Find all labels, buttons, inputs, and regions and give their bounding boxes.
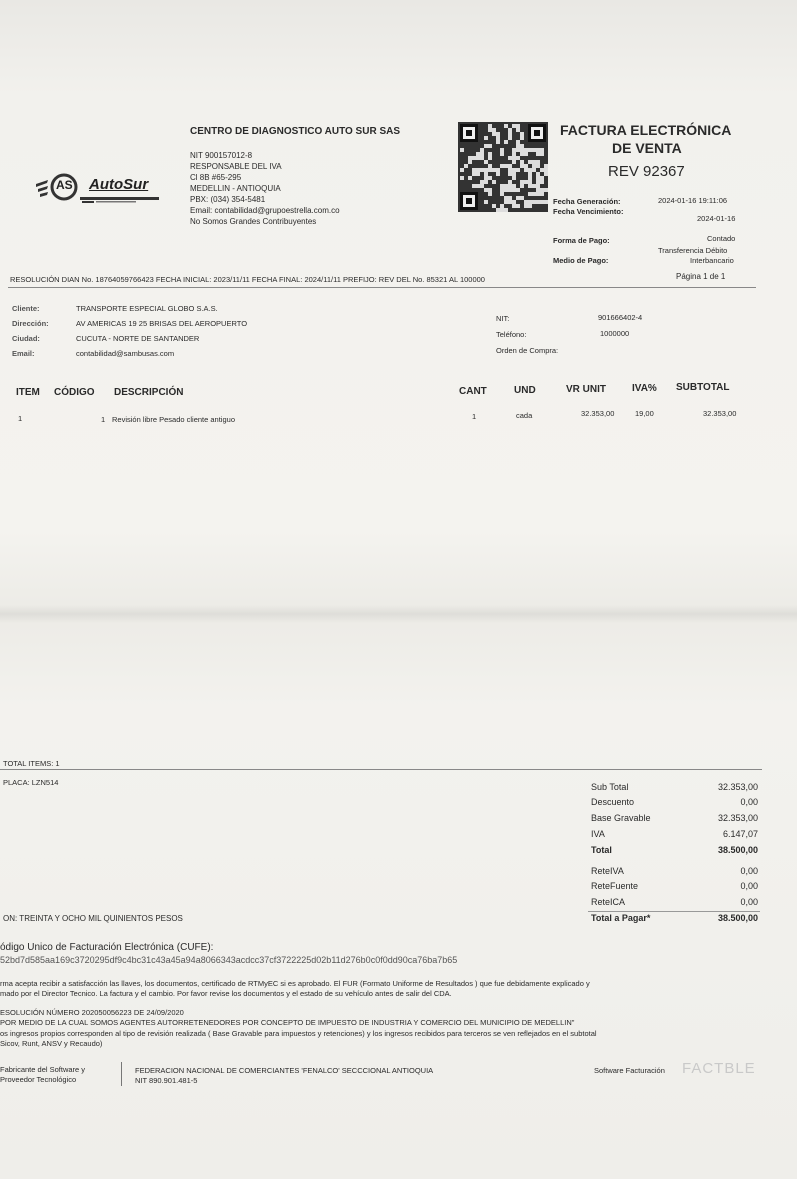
software-label: Software Facturación [594,1066,665,1075]
medio-pago-2: Interbancario [690,256,734,265]
invoice-title-1: FACTURA ELECTRÓNICA [560,122,732,138]
telefono-label: Teléfono: [496,330,527,339]
page-number: Página 1 de 1 [676,272,726,281]
qr-module [460,168,464,172]
qr-module [468,176,472,180]
orden-compra-label: Orden de Compra: [496,346,559,355]
medio-pago-1: Transferencia Débito [658,246,728,255]
totals-value: 0,00 [740,881,758,891]
qr-module [516,188,520,192]
row-item: 1 [18,414,23,423]
qr-module [512,160,516,164]
qr-module [540,152,544,156]
qr-module [484,136,488,140]
row-iva: 19,00 [635,409,654,418]
credits-divider [121,1062,122,1086]
qr-module [544,172,548,176]
totals-label: Base Gravable [591,813,651,823]
totals-label: Descuento [591,797,635,807]
totals-label: ReteIVA [591,866,624,876]
totals-label: Total [591,845,612,855]
qr-module [528,204,532,208]
footer-divider [0,769,762,770]
qr-module [484,200,488,204]
logo-text: AutoSur [89,176,149,193]
medio-pago-label: Medio de Pago: [553,256,609,265]
qr-module [524,152,528,156]
nit-value: 901666402-4 [598,313,643,322]
totals-label: Total a Pagar* [591,913,651,923]
company-email: Email: contabilidad@grupoestrella.com.co [190,206,340,215]
fecha-vencimiento: 2024-01-16 [697,214,736,223]
qr-module [520,136,524,140]
qr-module [496,140,500,144]
qr-module [544,200,548,204]
legal-line-2: mado por el Director Tecnico. La factura y el cambio. Por favor revise los documentos y el estado de su vehículo antes de salir del CDA. [0,989,452,998]
header-subtotal: SUBTOTAL [676,382,730,393]
cliente-value: TRANSPORTE ESPECIAL GLOBO S.A.S. [76,304,218,313]
qr-module [476,172,480,176]
resolucion-line-1: ESOLUCIÓN NÚMERO 202050056223 DE 24/09/2020 [0,1008,184,1017]
totals-value: 32.353,00 [717,782,758,792]
totals-divider [588,911,760,912]
resolucion-line-3: os ingresos propios corresponden al tipo de revisión realizada ( Base Gravable para impuestos y retenciones) y los ingresos recibidos para terceros se ven reflejados en el subtotal [0,1029,597,1038]
header-und: UND [514,385,536,396]
qr-code [458,122,548,212]
qr-module [496,172,500,176]
header-iva: IVA% [632,383,657,394]
company-address: Cl 8B #65-295 [190,173,242,182]
telefono-value: 1000000 [600,329,630,338]
totals-label: ReteFuente [591,881,639,891]
qr-module [544,188,548,192]
qr-module [460,176,464,180]
company-logo [34,170,159,206]
invoice-number: REV 92367 [608,163,685,180]
totals-value: 0,00 [740,897,758,907]
qr-module [492,180,496,184]
qr-module [512,176,516,180]
qr-module [520,184,524,188]
company-name: CENTRO DE DIAGNOSTICO AUTO SUR SAS [190,126,401,137]
software-logo: FACTBLE [682,1060,756,1077]
nit-label: NIT: [496,314,510,323]
totals-value: 0,00 [740,797,758,807]
qr-module [460,148,464,152]
forma-pago-label: Forma de Pago: [553,236,610,245]
qr-module [488,156,492,160]
company-note: No Somos Grandes Contribuyentes [190,217,317,226]
totals-value: 32.353,00 [717,813,758,823]
ciudad-label: Ciudad: [12,334,40,343]
totals-value: 0,00 [740,866,758,876]
logo-mark: AS [56,178,73,192]
forma-pago: Contado [707,234,736,243]
qr-module [540,180,544,184]
company-phone: PBX: (034) 354-5481 [190,195,266,204]
header-descripcion: DESCRIPCIÓN [114,387,184,398]
fecha-vencimiento-label: Fecha Vencimiento: [553,207,624,216]
fenalco-name: FEDERACION NACIONAL DE COMERCIANTES 'FENALCO' SECCCIONAL ANTIOQUIA [135,1066,434,1075]
totals-value: 38.500,00 [717,845,758,855]
totals-label: IVA [591,829,605,839]
row-und: cada [516,411,533,420]
placa: PLACA: LZN514 [3,778,59,787]
totals-label: Sub Total [591,782,629,792]
company-nit: NIT 900157012-8 [190,151,253,160]
qr-module [504,208,508,212]
company-iva: RESPONSABLE DEL IVA [190,162,282,171]
paper-fold [0,605,797,623]
fenalco-nit: NIT 890.901.481-5 [135,1076,198,1085]
qr-module [500,152,504,156]
qr-module [488,144,492,148]
qr-module [488,192,492,196]
resolucion-dian: RESOLUCIÓN DIAN No. 18764059766423 FECHA INICIAL: 2023/11/11 FECHA FINAL: 2024/11/11 PREFIJO: REV DEL No. 85321 AL 100000 [10,275,485,284]
total-items: TOTAL ITEMS: 1 [3,759,60,768]
company-city: MEDELLIN - ANTIOQUIA [190,184,281,193]
qr-module [516,168,520,172]
qr-module [516,204,520,208]
row-subtotal: 32.353,00 [703,409,737,418]
resolucion-line-2: POR MEDIO DE LA CUAL SOMOS AGENTES AUTORRETENEDORES POR CONCEPTO DE IMPUESTO DE INDUSTRIA Y COMERCIO DEL MUNICIPIO DE MEDELLIN" [0,1018,575,1027]
totals-value: 38.500,00 [717,913,758,923]
row-vr-unit: 32.353,00 [581,409,615,418]
ciudad-value: CUCUTA - NORTE DE SANTANDER [76,334,200,343]
totals-value: 6.147,07 [722,829,758,839]
son-en-letras: ON: TREINTA Y OCHO MIL QUINIENTOS PESOS [3,914,183,923]
header-divider [8,287,756,288]
cufe-label: ódigo Unico de Facturación Electrónica (CUFE): [0,942,214,953]
qr-module [504,140,508,144]
invoice-title-2: DE VENTA [612,140,682,156]
fecha-generacion-label: Fecha Generación: [553,197,621,206]
qr-module [540,192,544,196]
header-codigo: CÓDIGO [54,387,95,398]
row-codigo: 1 [101,415,106,424]
direccion-label: Dirección: [12,319,49,328]
resolucion-line-4: Sicov, Runt, ANSV y Recaudo) [0,1039,103,1048]
email-value: contabilidad@sambusas.com [76,349,175,358]
cliente-label: Cliente: [12,304,40,313]
totals-label: ReteICA [591,897,626,907]
direccion-value: AV AMERICAS 19 25 BRISAS DEL AEROPUERTO [76,319,248,328]
header-cant: CANT [459,386,487,397]
row-cant: 1 [472,412,477,421]
email-label: Email: [12,349,35,358]
header-vr-unit: VR UNIT [566,384,606,395]
qr-module [468,160,472,164]
qr-module [464,164,468,168]
header-item: ITEM [16,387,40,398]
legal-line-1: rma acepta recibir a satisfacción las llaves, los documentos, certificado de RTMyEC si es aprobado. El FUR (Formato Uniforme de Resultados ) que fue debidamente explicado y [0,979,590,988]
fecha-generacion: 2024-01-16 19:11:06 [658,196,728,205]
qr-module [508,136,512,140]
fabricante-line-1: Fabricante del Software y [0,1065,86,1074]
qr-module [484,180,488,184]
row-descripcion: Revisión libre Pesado cliente antiguo [112,415,235,424]
fabricante-line-2: Proveedor Tecnológico [0,1075,77,1084]
cufe-value: 52bd7d585aa169c3720295df9c4bc31c43a45a94a8066343acdcc37cf3722225d02b11d276b0c0f0dd90ca76ba7b65 [0,955,458,965]
